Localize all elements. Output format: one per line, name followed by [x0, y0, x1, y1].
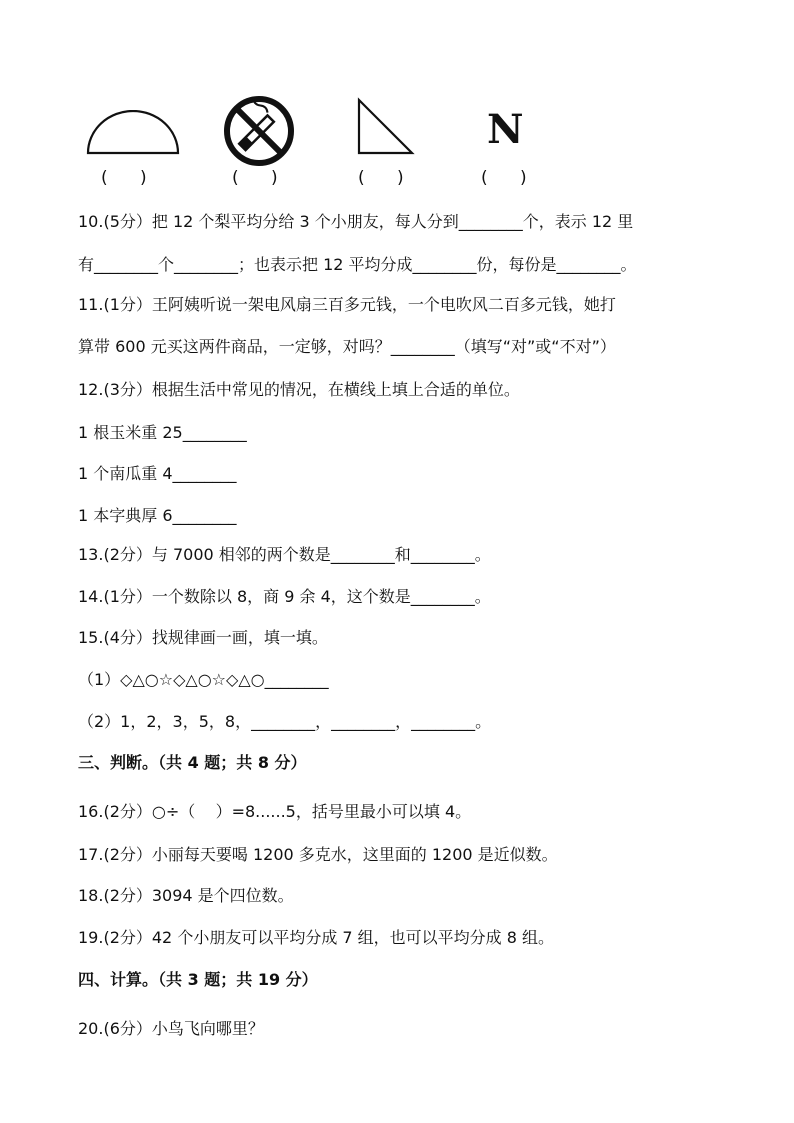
question-12-item-3: 1 本字典厚 6________	[78, 506, 237, 525]
no-smoking-icon	[222, 94, 296, 168]
question-15-line: 15.(4分）找规律画一画，填一填。	[78, 628, 328, 647]
question-11-line-1: 11.(1分）王阿姨听说一架电风扇三百多元钱，一个电吹风二百多元钱，她打	[78, 295, 616, 314]
answer-blank-2[interactable]: ( )	[232, 168, 278, 188]
question-10-line-1: 10.(5分）把 12 个梨平均分给 3 个小朋友，每人分到________个，表示 12 里	[78, 212, 634, 231]
question-16-line: 16.(2分）○÷（ ）=8......5，括号里最小可以填 4。	[78, 802, 472, 821]
question-14-line: 14.(1分）一个数除以 8，商 9 余 4，这个数是________。	[78, 587, 491, 606]
right-triangle-icon	[356, 97, 416, 157]
question-11-line-2: 算带 600 元买这两件商品，一定够，对吗？________（填写“对”或“不对”）	[78, 337, 616, 356]
question-20-line: 20.(6分）小鸟飞向哪里？	[78, 1019, 264, 1038]
question-15-part-1: （1）◇△○☆◇△○☆◇△○________	[78, 670, 329, 689]
question-12-item-1: 1 根玉米重 25________	[78, 423, 247, 442]
answer-blank-1[interactable]: ( )	[101, 168, 147, 188]
question-10-line-2: 有________个________；也表示把 12 平均分成________份，每份是________。	[78, 255, 637, 274]
question-12-line: 12.(3分）根据生活中常见的情况，在横线上填上合适的单位。	[78, 380, 520, 399]
question-18-line: 18.(2分）3094 是个四位数。	[78, 886, 294, 905]
answer-blank-3[interactable]: ( )	[358, 168, 404, 188]
question-19-line: 19.(2分）42 个小朋友可以平均分成 7 组，也可以平均分成 8 组。	[78, 928, 555, 947]
question-15-part-2: （2）1，2，3，5，8，________，________，________。	[78, 712, 492, 731]
question-13-line: 13.(2分）与 7000 相邻的两个数是________和________。	[78, 545, 491, 564]
question-17-line: 17.(2分）小丽每天要喝 1200 多克水，这里面的 1200 是近似数。	[78, 845, 558, 864]
answer-blank-4[interactable]: ( )	[481, 168, 527, 188]
question-12-item-2: 1 个南瓜重 4________	[78, 464, 237, 483]
section-4-heading: 四、计算。（共 3 题；共 19 分）	[78, 970, 318, 989]
section-3-heading: 三、判断。（共 4 题；共 8 分）	[78, 753, 307, 772]
semicircle-icon	[86, 110, 180, 156]
letter-n-icon: N	[487, 106, 524, 153]
